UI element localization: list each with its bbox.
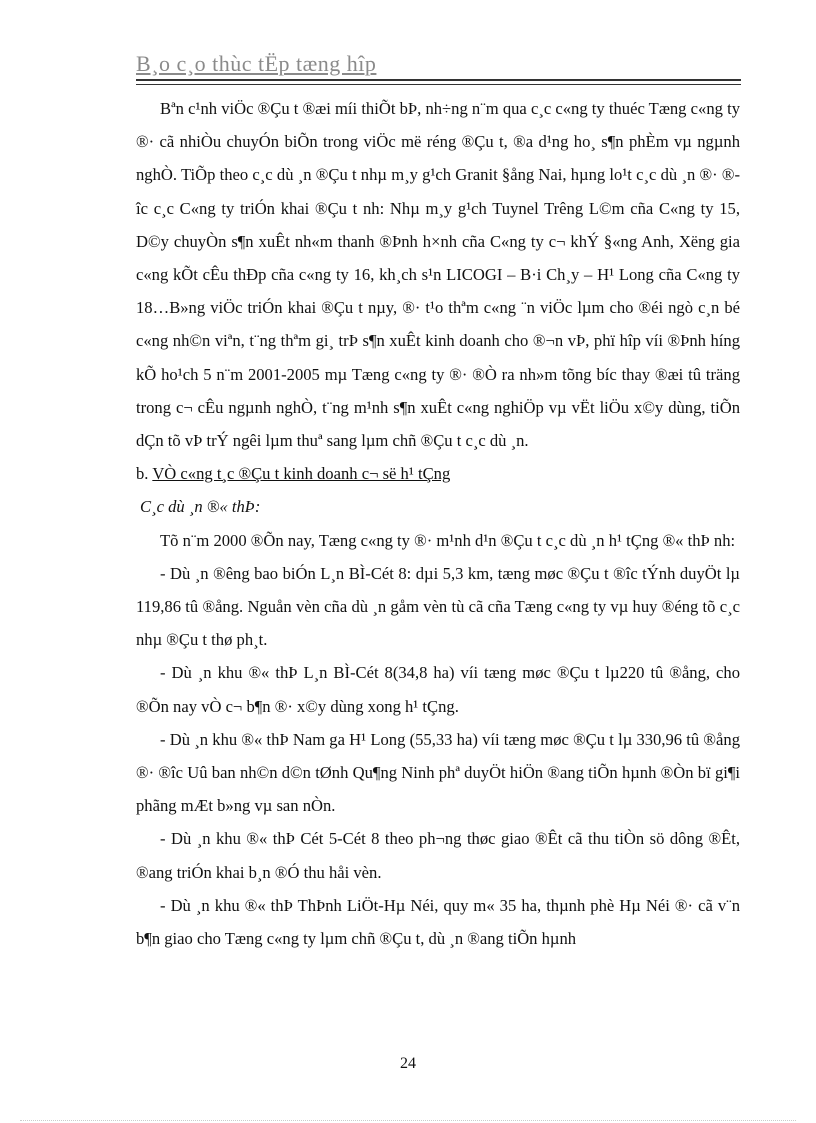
page-header xyxy=(136,50,741,85)
list-item: - Dù ¸n khu ®« thÞ Nam ga H¹ Long (55,33 ha) víi tæng møc ®Çu t lµ 330,96 tû ®ång ®· ®îc Uû ban nh©n d©n tØnh Qu¶ng Ninh phª duyÖt hiÖn ®ang tiÕn hµnh ®Òn bï gi¶i phãng mÆt b»ng vµ san nÒn. xyxy=(136,729,740,816)
list-item: - Dù ¸n ®êng bao biÓn L¸n BÌ-Cét 8: dµi 5,3 km, tæng møc ®Çu t ®îc tÝnh duyÖt lµ 119,86 tû ®ång. Nguån vèn cña dù ¸n gåm vèn tù cã cña Tæng c«ng ty vµ huy ®éng tõ c¸c nhµ ®Çu t thø ph¸t. xyxy=(136,563,740,650)
subheading-urban-projects: C¸c dù ¸n ®« thÞ: xyxy=(140,497,261,517)
list-item: - Dù ¸n khu ®« thÞ Cét 5-Cét 8 theo ph¬ng thøc giao ®Êt cã thu tiÒn sö dông ®Êt, ®ang triÓn khai b¸n ®Ó thu håi vèn. xyxy=(136,829,740,882)
paragraph-intro: Bªn c¹nh viÖc ®Çu t ®æi míi thiÕt bÞ, nh÷ng n¨m qua c¸c c«ng ty thuéc Tæng c«ng ty ®· cã nhiÒu chuyÓn biÕn trong viÖc më réng ®Çu t, ®a d¹ng ho¸ s¶n phÈm vµ ngµnh nghÒ. TiÕp theo c¸c dù ¸n ®Çu t nhµ m¸y g¹ch Granit §ång Nai, hµng lo¹t c¸c dù ¸n ®· ®îc c¸c C«ng ty triÓn khai ®Çu t nh: Nhµ m¸y g¹ch Tuynel Trêng L©m cña C«ng ty 15, D©y chuyÒn s¶n xuÊt nh«m thanh ®Þnh h×nh cña C«ng ty c¬ khÝ §«ng Anh, Xëng gia c«ng kÕt cÊu thÐp cña c«ng ty 16, kh¸ch s¹n LICOGI – B·i Ch¸y – H¹ Long cña C«ng ty 18…B»ng viÖc triÓn khai ®Çu t nµy, ®· t¹o thªm c«ng ¨n viÖc lµm cho ®éi ngò c¸n bé c«ng nh©n viªn, t¨ng thªm gi¸ trÞ s¶n xuÊt kinh doanh cho ®¬n vÞ, phï hîp víi ®Þnh híng kÕ ho¹ch 5 n¨m 2001-2005 mµ Tæng c«ng ty ®· ®Ò ra nh»m tõng bíc thay ®æi tû träng trong c¬ cÊu ngµnh nghÒ, t¨ng m¹nh s¶n xuÊt c«ng nghiÖp vµ vËt liÖu x©y dùng, tiÕn dÇn tõ vÞ trÝ ngêi lµm thuª sang lµm chñ ®Çu t c¸c dù ¸n. xyxy=(136,99,740,451)
paragraph: Tõ n¨m 2000 ®Õn nay, Tæng c«ng ty ®· m¹nh d¹n ®Çu t c¸c dù ¸n h¹ tÇng ®« thÞ nh: xyxy=(160,530,736,550)
section-b-prefix: b. xyxy=(136,464,149,484)
page-number: 24 xyxy=(400,1055,416,1072)
header-title: B¸o c¸o thùc tËp tæng hîp xyxy=(136,51,377,76)
list-item: - Dù ¸n khu ®« thÞ ThÞnh LiÖt-Hµ Néi, quy m« 35 ha, thµnh phè Hµ Néi ®· cã v¨n b¶n giao cho Tæng c«ng ty lµm chñ ®Çu t, dù ¸n ®ang tiÕn hµnh xyxy=(136,895,740,949)
section-b-heading xyxy=(136,457,740,490)
header-rule xyxy=(136,79,741,85)
document-body xyxy=(136,92,740,955)
page-bottom-divider xyxy=(20,1120,796,1121)
section-b-title: VÒ c«ng t¸c ®Çu t kinh doanh c¬ së h¹ tÇng xyxy=(152,464,451,484)
list-item: - Dù ¸n khu ®« thÞ L¸n BÌ-Cét 8(34,8 ha) víi tæng møc ®Çu t lµ220 tû ®ång, cho ®Õn nay vÒ c¬ b¶n ®· x©y dùng xong h¹ tÇng. xyxy=(136,663,740,716)
